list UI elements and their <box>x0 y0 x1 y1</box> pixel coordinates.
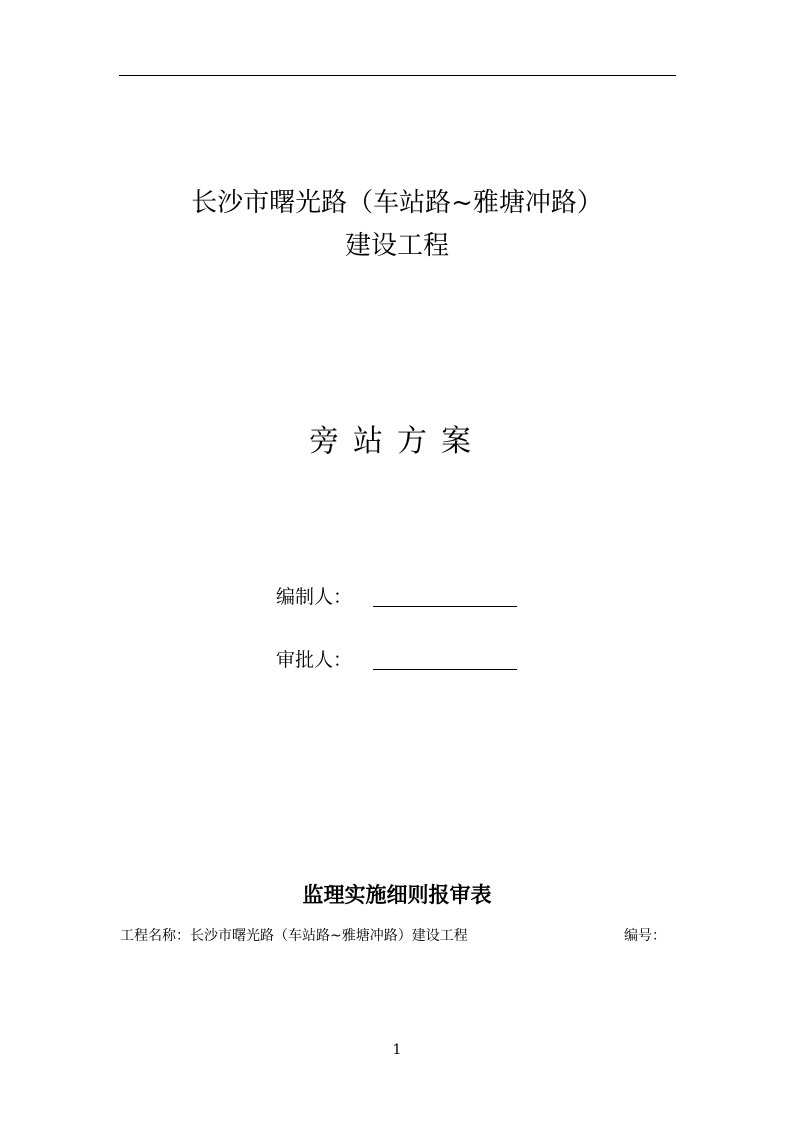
approved-by-signature-line <box>373 669 517 670</box>
project-info-row <box>120 924 676 948</box>
project-title-line2: 建设工程 <box>344 231 449 261</box>
form-title: 监理实施细则报审表 <box>302 882 492 907</box>
document-type-title: 旁站方案 <box>309 424 485 459</box>
approved-by-label: 审批人： <box>276 649 353 671</box>
header-rule <box>119 75 676 76</box>
page-number: 1 <box>392 1042 402 1058</box>
number-label: 编号： <box>624 928 666 944</box>
project-title-line1: 长沙市曙光路（车站路~雅塘冲路） <box>191 188 603 218</box>
prepared-by-signature-line <box>373 606 517 607</box>
prepared-by-label: 编制人： <box>276 586 353 608</box>
project-name-text: 工程名称：长沙市曙光路（车站路~雅塘冲路）建设工程 <box>120 928 468 944</box>
